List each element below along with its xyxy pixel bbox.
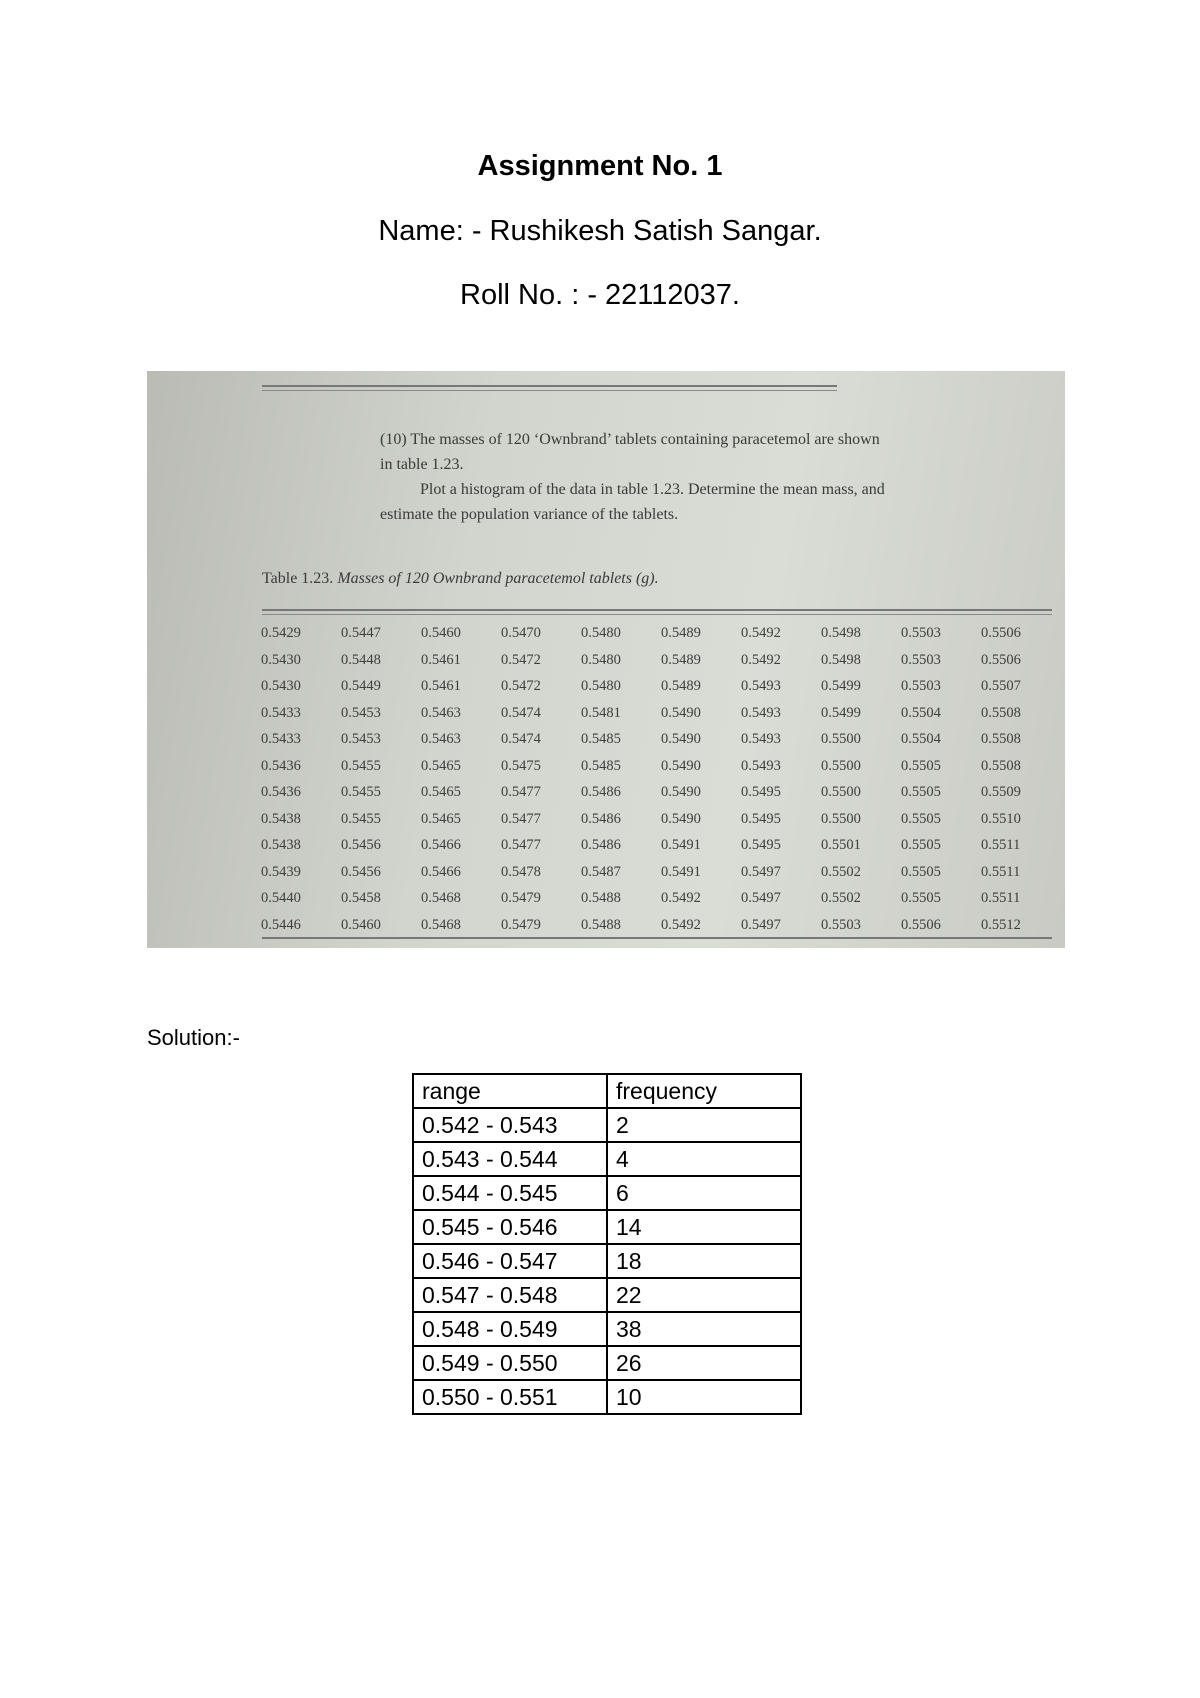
frequency-cell: 6: [607, 1176, 801, 1210]
mass-value: 0.5512: [981, 916, 1021, 933]
mass-value: 0.5456: [341, 863, 381, 880]
mass-value: 0.5495: [741, 810, 781, 827]
mass-value: 0.5460: [421, 625, 461, 641]
range-cell: 0.543 - 0.544: [413, 1142, 607, 1176]
table-header-row: [413, 1074, 801, 1108]
table-row: [413, 1210, 801, 1244]
mass-value: 0.5506: [981, 625, 1021, 641]
photo-top-rule-thin: [262, 390, 837, 391]
table-row: [413, 1142, 801, 1176]
mass-value: 0.5453: [341, 731, 381, 747]
mass-value: 0.5497: [741, 863, 781, 880]
range-cell: 0.547 - 0.548: [413, 1278, 607, 1312]
mass-value: 0.5447: [341, 625, 381, 641]
mass-value: 0.5495: [741, 784, 781, 800]
problem-line: estimate the population variance of the tablets.: [380, 506, 679, 523]
mass-value: 0.5478: [501, 863, 541, 880]
mass-value: 0.5499: [821, 704, 861, 721]
mass-value: 0.5497: [741, 916, 781, 933]
mass-value: 0.5477: [501, 810, 541, 827]
range-header: range: [413, 1074, 607, 1108]
table-top-rule: [262, 609, 1052, 611]
mass-value: 0.5474: [501, 704, 541, 721]
mass-value: 0.5472: [501, 678, 541, 694]
mass-value: 0.5493: [741, 757, 781, 774]
mass-value: 0.5461: [421, 678, 461, 694]
student-name: Name: - Rushikesh Satish Sangar.: [378, 215, 822, 247]
mass-value: 0.5505: [901, 757, 941, 774]
mass-value: 0.5489: [661, 678, 701, 694]
mass-value: 0.5511: [981, 837, 1021, 853]
mass-value: 0.5487: [581, 863, 621, 880]
mass-value: 0.5503: [901, 625, 941, 641]
mass-value: 0.5508: [981, 731, 1021, 747]
mass-value: 0.5499: [821, 678, 861, 694]
mass-value: 0.5460: [341, 916, 381, 933]
mass-value: 0.5468: [421, 890, 461, 906]
range-cell: 0.546 - 0.547: [413, 1244, 607, 1278]
mass-value: 0.5490: [661, 810, 701, 827]
mass-value: 0.5506: [901, 916, 941, 933]
frequency-cell: 38: [607, 1312, 801, 1346]
mass-value: 0.5493: [741, 678, 781, 694]
mass-value: 0.5433: [261, 731, 301, 747]
frequency-cell: 14: [607, 1210, 801, 1244]
table-row: [413, 1346, 801, 1380]
mass-value: 0.5448: [341, 651, 381, 668]
mass-value: 0.5501: [821, 837, 861, 853]
mass-value: 0.5439: [261, 863, 301, 880]
mass-value: 0.5489: [661, 625, 701, 641]
mass-value: 0.5486: [581, 810, 621, 827]
mass-value: 0.5449: [341, 678, 381, 694]
mass-value: 0.5509: [981, 784, 1021, 800]
mass-value: 0.5492: [661, 890, 701, 906]
mass-value: 0.5490: [661, 704, 701, 721]
table-row: [413, 1312, 801, 1346]
mass-value: 0.5466: [421, 863, 461, 880]
mass-value: 0.5479: [501, 916, 541, 933]
frequency-cell: 18: [607, 1244, 801, 1278]
mass-value: 0.5493: [741, 704, 781, 721]
table-row: [413, 1380, 801, 1414]
mass-value: 0.5436: [261, 784, 301, 800]
solution-label: Solution:-: [147, 1025, 240, 1050]
mass-value: 0.5491: [661, 863, 701, 880]
frequency-cell: 2: [607, 1108, 801, 1142]
problem-line: (10) The masses of 120 ‘Ownbrand’ tablets containing paracetemol are shown: [380, 431, 880, 448]
mass-value: 0.5480: [581, 625, 621, 641]
range-cell: 0.550 - 0.551: [413, 1380, 607, 1414]
mass-value: 0.5500: [821, 731, 861, 747]
mass-value: 0.5510: [981, 810, 1021, 827]
textbook-photo: [147, 371, 1065, 948]
mass-value: 0.5480: [581, 678, 621, 694]
mass-value: 0.5455: [341, 784, 381, 800]
table-row: [413, 1278, 801, 1312]
mass-value: 0.5495: [741, 837, 781, 853]
mass-value: 0.5506: [981, 651, 1021, 668]
mass-value: 0.5485: [581, 757, 621, 774]
mass-value: 0.5486: [581, 837, 621, 853]
mass-value: 0.5463: [421, 731, 461, 747]
table-top-rule-thin: [262, 614, 1052, 615]
mass-value: 0.5505: [901, 837, 941, 853]
mass-value: 0.5453: [341, 704, 381, 721]
mass-value: 0.5490: [661, 784, 701, 800]
mass-value: 0.5490: [661, 757, 701, 774]
roll-number: Roll No. : - 22112037.: [460, 279, 740, 311]
mass-value: 0.5477: [501, 837, 541, 853]
mass-value: 0.5492: [741, 651, 781, 668]
problem-line: in table 1.23.: [380, 456, 464, 473]
mass-value: 0.5465: [421, 784, 461, 800]
mass-value: 0.5498: [821, 651, 861, 668]
frequency-cell: 4: [607, 1142, 801, 1176]
mass-value: 0.5440: [261, 890, 301, 906]
range-cell: 0.549 - 0.550: [413, 1346, 607, 1380]
range-cell: 0.544 - 0.545: [413, 1176, 607, 1210]
mass-value: 0.5497: [741, 890, 781, 906]
range-cell: 0.548 - 0.549: [413, 1312, 607, 1346]
mass-value: 0.5456: [341, 837, 381, 853]
mass-value: 0.5502: [821, 863, 861, 880]
mass-value: 0.5430: [261, 678, 301, 694]
mass-value: 0.5477: [501, 784, 541, 800]
mass-value: 0.5511: [981, 890, 1021, 906]
mass-value: 0.5505: [901, 890, 941, 906]
mass-value: 0.5481: [581, 704, 621, 721]
mass-value: 0.5466: [421, 837, 461, 853]
mass-value: 0.5461: [421, 651, 461, 668]
mass-value: 0.5486: [581, 784, 621, 800]
frequency-cell: 10: [607, 1380, 801, 1414]
table-row: [413, 1108, 801, 1142]
mass-value: 0.5490: [661, 731, 701, 747]
mass-value: 0.5503: [901, 651, 941, 668]
mass-value: 0.5463: [421, 704, 461, 721]
mass-value: 0.5465: [421, 757, 461, 774]
table-row: [413, 1244, 801, 1278]
mass-value: 0.5500: [821, 784, 861, 800]
mass-value: 0.5433: [261, 704, 301, 721]
mass-data-grid: [257, 625, 1057, 943]
range-cell: 0.542 - 0.543: [413, 1108, 607, 1142]
mass-value: 0.5455: [341, 757, 381, 774]
mass-value: 0.5438: [261, 837, 301, 853]
mass-value: 0.5498: [821, 625, 861, 641]
mass-value: 0.5470: [501, 625, 541, 641]
mass-value: 0.5500: [821, 810, 861, 827]
mass-value: 0.5505: [901, 810, 941, 827]
mass-value: 0.5430: [261, 651, 301, 668]
frequency-header: frequency: [607, 1074, 801, 1108]
mass-value: 0.5475: [501, 757, 541, 774]
problem-statement: [380, 427, 1000, 527]
range-cell: 0.545 - 0.546: [413, 1210, 607, 1244]
mass-value: 0.5465: [421, 810, 461, 827]
problem-line: Plot a histogram of the data in table 1.23. Determine the mean mass, and: [420, 481, 885, 498]
mass-value: 0.5488: [581, 916, 621, 933]
mass-value: 0.5507: [981, 678, 1021, 694]
mass-value: 0.5436: [261, 757, 301, 774]
mass-value: 0.5468: [421, 916, 461, 933]
mass-value: 0.5492: [741, 625, 781, 641]
table-bottom-rule: [262, 937, 1052, 939]
mass-value: 0.5455: [341, 810, 381, 827]
mass-value: 0.5491: [661, 837, 701, 853]
mass-value: 0.5474: [501, 731, 541, 747]
mass-value: 0.5446: [261, 916, 301, 933]
mass-value: 0.5429: [261, 625, 301, 641]
frequency-cell: 22: [607, 1278, 801, 1312]
mass-value: 0.5505: [901, 784, 941, 800]
mass-value: 0.5508: [981, 757, 1021, 774]
mass-value: 0.5503: [901, 678, 941, 694]
mass-value: 0.5438: [261, 810, 301, 827]
frequency-table: [412, 1073, 802, 1415]
mass-value: 0.5488: [581, 890, 621, 906]
table-caption-label: Table 1.23.: [262, 570, 334, 587]
mass-value: 0.5458: [341, 890, 381, 906]
assignment-title: Assignment No. 1: [477, 150, 723, 182]
mass-value: 0.5485: [581, 731, 621, 747]
mass-value: 0.5505: [901, 863, 941, 880]
mass-value: 0.5502: [821, 890, 861, 906]
mass-value: 0.5489: [661, 651, 701, 668]
frequency-cell: 26: [607, 1346, 801, 1380]
table-caption: [262, 570, 659, 588]
mass-value: 0.5504: [901, 704, 941, 721]
mass-value: 0.5479: [501, 890, 541, 906]
mass-value: 0.5493: [741, 731, 781, 747]
mass-value: 0.5503: [821, 916, 861, 933]
mass-value: 0.5504: [901, 731, 941, 747]
mass-value: 0.5511: [981, 863, 1021, 880]
mass-value: 0.5480: [581, 651, 621, 668]
mass-value: 0.5472: [501, 651, 541, 668]
table-caption-text: Masses of 120 Ownbrand paracetemol tablets (g).: [337, 570, 659, 587]
mass-value: 0.5492: [661, 916, 701, 933]
mass-value: 0.5500: [821, 757, 861, 774]
mass-value: 0.5508: [981, 704, 1021, 721]
photo-top-rule: [262, 385, 837, 387]
table-row: [413, 1176, 801, 1210]
